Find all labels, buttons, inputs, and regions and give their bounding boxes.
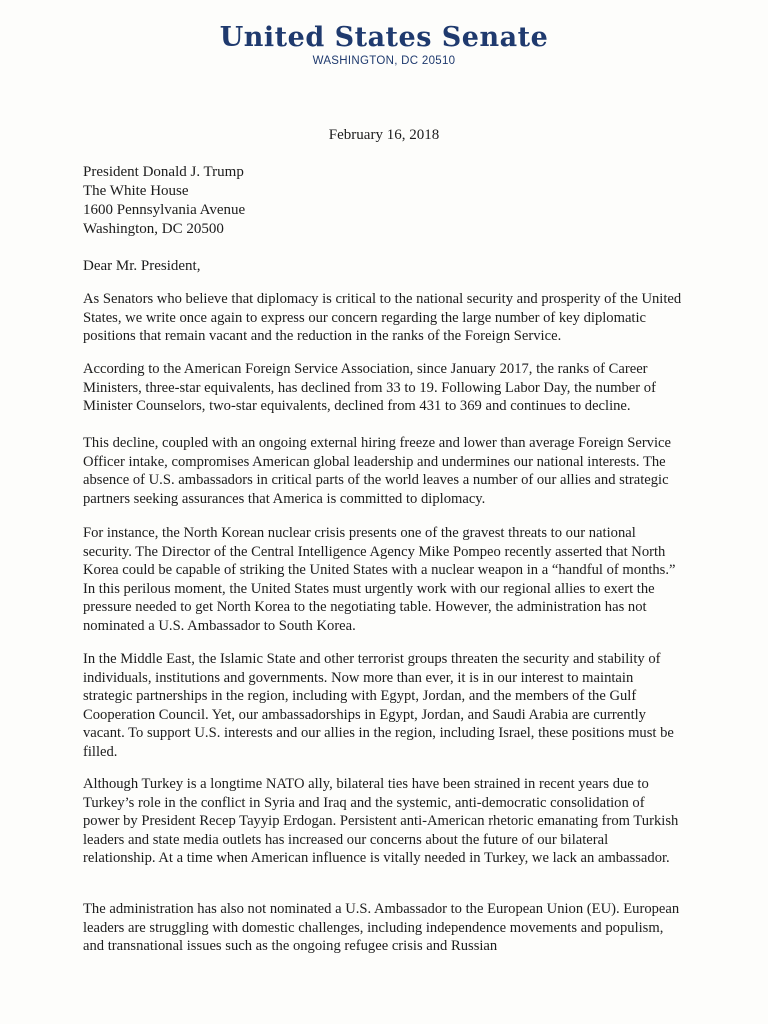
body-paragraph: In the Middle East, the Islamic State and other terrorist groups threaten the security and stability of individuals, institutions and governments. Now more than ever, it is in our interest to maintain strategic partnerships in the region, including with Egypt, Jordan, and the members of the Gulf Cooperation Council. Yet, our ambassadorships in Egypt, Jordan, and Saudi Arabia are currently vacant. To support U.S. interests and our allies in the region, including Israel, these positions must be filled. (83, 651, 674, 760)
address-line: Washington, DC 20500 (83, 221, 224, 237)
letterhead-city: WASHINGTON, DC 20510 (312, 55, 456, 67)
body-paragraph: For instance, the North Korean nuclear crisis presents one of the gravest threats to our national security. The Director of the Central Intelligence Agency Mike Pompeo recently asserted that North Korea could be capable of striking the United States with a nuclear weapon in a “handful of months.” In this perilous moment, the United States must urgently work with our regional allies to exert the pressure needed to get North Korea to the negotiating table. However, the administration has not nominated a U.S. Ambassador to South Korea. (83, 525, 676, 634)
address-line: 1600 Pennsylvania Avenue (83, 202, 246, 218)
letter-date: February 16, 2018 (328, 127, 440, 143)
body-paragraph: This decline, coupled with an ongoing external hiring freeze and lower than average Foreign Service Officer intake, compromises American global leadership and undermines our national interests. The absence of U.S. ambassadors in critical parts of the world leaves a number of our allies and strategic partners seeking assurances that America is committed to diplomacy. (83, 435, 671, 507)
body-paragraph: As Senators who believe that diplomacy is critical to the national security and prosperity of the United States, we write once again to express our concern regarding the large number of key diplomatic positions that remain vacant and the reduction in the ranks of the Foreign Service. (83, 291, 682, 344)
address-line: President Donald J. Trump (83, 164, 244, 180)
salutation: Dear Mr. President, (83, 258, 201, 274)
letterhead-title: United States Senate (219, 22, 549, 53)
body-paragraph: Although Turkey is a longtime NATO ally, bilateral ties have been strained in recent years due to Turkey’s role in the conflict in Syria and Iraq and the systemic, anti-democratic consolidation of power by President Recep Tayyip Erdogan. Persistent anti-American rhetoric emanating from Turkish leaders and state media outlets has increased our concerns about the future of our bilateral relationship. At a time when American influence is vitally needed in Turkey, we lack an ambassador. (83, 776, 679, 866)
body-paragraph: The administration has also not nominated a U.S. Ambassador to the European Union (EU). European leaders are struggling with domestic challenges, including independence movements and populism, and transnational issues such as the ongoing refugee crisis and Russian (83, 901, 680, 954)
body-paragraph: According to the American Foreign Service Association, since January 2017, the ranks of Career Ministers, three-star equivalents, has declined from 33 to 19. Following Labor Day, the number of Minister Counselors, two-star equivalents, declined from 431 to 369 and continues to decline. (83, 361, 656, 414)
address-line: The White House (83, 183, 189, 199)
letterhead (0, 22, 768, 67)
recipient-address (83, 163, 245, 239)
